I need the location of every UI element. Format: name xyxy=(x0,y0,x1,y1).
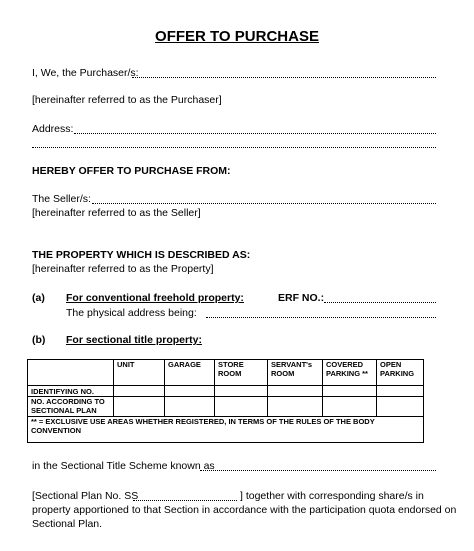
section-a-marker: (a) xyxy=(32,292,45,304)
table-cell[interactable] xyxy=(165,397,215,417)
table-header: GARAGE xyxy=(165,360,215,386)
table-cell[interactable] xyxy=(268,397,323,417)
table-corner-cell xyxy=(28,360,114,386)
table-header: UNIT xyxy=(114,360,165,386)
table-footnote-row xyxy=(28,417,424,443)
purchaser-label: I, We, the Purchaser/s: xyxy=(32,67,139,79)
table-cell[interactable] xyxy=(215,397,268,417)
seller-reference: [hereinafter referred to as the Seller] xyxy=(32,207,201,219)
sectional-title-table xyxy=(27,359,424,443)
table-cell[interactable] xyxy=(323,386,377,397)
table-cell[interactable] xyxy=(165,386,215,397)
physical-address-fill-line[interactable] xyxy=(206,317,436,318)
property-reference: [hereinafter referred to as the Property] xyxy=(32,263,214,275)
sectional-plan-end: Sectional Plan. xyxy=(32,518,103,530)
address-label: Address: xyxy=(32,123,74,135)
table-cell[interactable] xyxy=(268,386,323,397)
seller-label: The Seller/s: xyxy=(32,193,91,205)
table-header: OPEN PARKING xyxy=(377,360,424,386)
purchaser-fill-line[interactable] xyxy=(132,77,436,78)
table-row xyxy=(28,397,424,417)
table-header: STORE ROOM xyxy=(215,360,268,386)
hereby-heading: HEREBY OFFER TO PURCHASE FROM: xyxy=(32,165,231,177)
section-a-heading: For conventional freehold property: xyxy=(66,292,244,304)
scheme-label: in the Sectional Title Scheme known as xyxy=(32,460,215,472)
section-b-marker: (b) xyxy=(32,334,46,346)
table-header: COVERED PARKING ** xyxy=(323,360,377,386)
erf-fill-line[interactable] xyxy=(324,302,436,303)
table-cell[interactable] xyxy=(323,397,377,417)
table-cell[interactable] xyxy=(215,386,268,397)
row-label-identifying: IDENTIFYING NO. xyxy=(28,386,114,397)
apportioned-text: property apportioned to that Section in accordance with the participation quota endorsed on xyxy=(32,504,457,516)
property-heading: THE PROPERTY WHICH IS DESCRIBED AS: xyxy=(32,249,251,261)
table-cell[interactable] xyxy=(114,386,165,397)
address-fill-line-1[interactable] xyxy=(74,133,436,134)
table-cell[interactable] xyxy=(377,386,424,397)
share-text: ] together with corresponding share/s in xyxy=(240,490,424,502)
physical-address-label: The physical address being: xyxy=(66,307,197,319)
table-cell[interactable] xyxy=(114,397,165,417)
table-header-row xyxy=(28,360,424,386)
erf-label: ERF NO.: xyxy=(278,292,325,304)
seller-fill-line[interactable] xyxy=(92,203,436,204)
section-b-heading: For sectional title property: xyxy=(66,334,202,346)
table-row xyxy=(28,386,424,397)
table-footnote: ** = EXCLUSIVE USE AREAS WHETHER REGISTERED, IN TERMS OF THE RULES OF THE BODY CONVENTION xyxy=(28,417,424,443)
purchaser-reference: [hereinafter referred to as the Purchaser] xyxy=(32,94,222,106)
page-title: OFFER TO PURCHASE xyxy=(155,28,319,45)
sectional-plan-fill-line[interactable] xyxy=(133,500,237,501)
row-label-sectional-plan: NO. ACCORDING TO SECTIONAL PLAN xyxy=(28,397,114,417)
address-fill-line-2[interactable] xyxy=(32,147,436,148)
scheme-name-fill-line[interactable] xyxy=(200,470,436,471)
table-cell[interactable] xyxy=(377,397,424,417)
table-header: SERVANT's ROOM xyxy=(268,360,323,386)
sectional-plan-label: [Sectional Plan No. SS xyxy=(32,490,139,502)
